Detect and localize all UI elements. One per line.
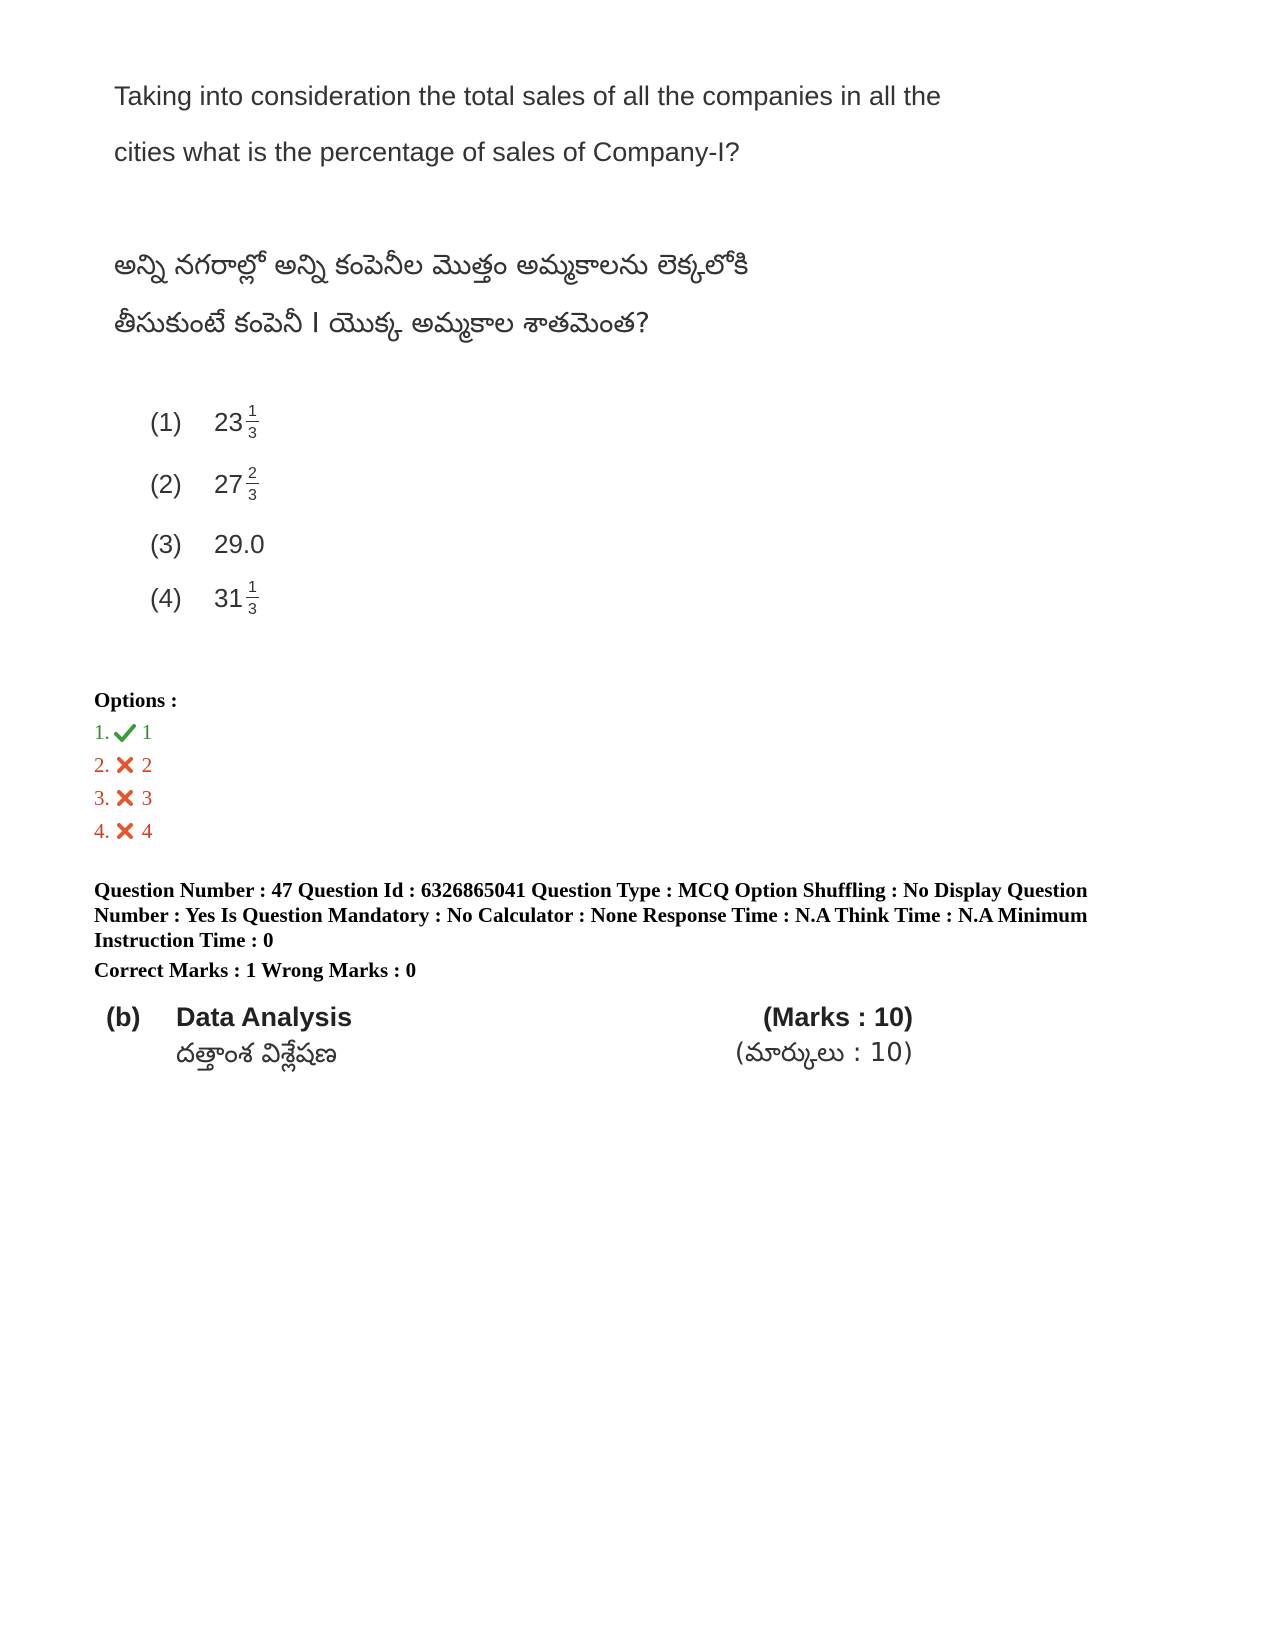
numerator: 1 xyxy=(247,578,257,596)
metadata-line: Instruction Time : 0 xyxy=(94,928,274,952)
choice-number: (1) xyxy=(150,406,182,437)
fraction-bar xyxy=(246,597,259,598)
cross-icon xyxy=(114,821,136,843)
question-text-english xyxy=(114,68,1014,180)
fraction-bar xyxy=(246,483,259,484)
choice-number: (3) xyxy=(150,528,182,559)
option-3 xyxy=(94,786,152,811)
question-line: అన్ని నగరాల్లో అన్ని కంపెనీల మొత్తం అమ్మకాలను లెక్కలోకి xyxy=(114,248,749,281)
denominator: 3 xyxy=(247,486,257,504)
option-value: 3 xyxy=(141,786,153,810)
choice-value: 27 xyxy=(214,468,243,499)
option-index: 2. xyxy=(94,753,110,777)
choice-2 xyxy=(150,458,450,510)
choice-value: 31 xyxy=(214,582,243,613)
section-marks: (Marks : 10) xyxy=(762,1002,913,1032)
cross-icon xyxy=(114,788,136,810)
option-index: 3. xyxy=(94,786,110,810)
choice-3 xyxy=(150,518,450,570)
denominator: 3 xyxy=(247,600,257,618)
section-label: (b) xyxy=(106,1002,141,1032)
denominator: 3 xyxy=(247,424,257,442)
option-index: 4. xyxy=(94,819,110,843)
section-title-telugu: దత్తాంశ విశ్లేషణ xyxy=(176,1038,337,1069)
option-value: 4 xyxy=(141,819,153,843)
check-icon xyxy=(114,722,136,744)
option-value: 2 xyxy=(141,753,153,777)
option-1 xyxy=(94,720,152,745)
metadata-line: Question Number : 47 Question Id : 6326865041 Question Type : MCQ Option Shuffling : No Display Question xyxy=(94,878,1088,902)
marks-info: Correct Marks : 1 Wrong Marks : 0 xyxy=(94,958,417,982)
fraction xyxy=(246,579,259,618)
choice-number: (2) xyxy=(150,468,182,499)
metadata-line: Number : Yes Is Question Mandatory : No Calculator : None Response Time : N.A Think Time : N.A Minimum xyxy=(94,903,1088,927)
question-line: Taking into consideration the total sales of all the companies in all the xyxy=(114,81,941,111)
choice-4 xyxy=(150,572,450,624)
choice-value: 29.0 xyxy=(214,528,265,559)
numerator: 2 xyxy=(247,464,257,482)
fraction xyxy=(246,465,259,504)
section-title: Data Analysis xyxy=(176,1002,353,1032)
cross-icon xyxy=(114,755,136,777)
question-line: తీసుకుంటే కంపెనీ I యొక్క అమ్మకాల శాతమెంత? xyxy=(114,306,651,339)
choice-value: 23 xyxy=(214,406,243,437)
option-2 xyxy=(94,753,152,778)
option-value: 1 xyxy=(141,720,153,744)
option-index: 1. xyxy=(94,720,110,744)
fraction xyxy=(246,403,259,442)
question-metadata xyxy=(94,878,1194,953)
choice-number: (4) xyxy=(150,582,182,613)
option-4 xyxy=(94,819,152,844)
choice-1 xyxy=(150,396,450,448)
section-marks-telugu: (మార్కులు : 10) xyxy=(734,1038,913,1068)
fraction-bar xyxy=(246,421,259,422)
question-text-telugu xyxy=(114,236,1014,352)
question-line: cities what is the percentage of sales of Company-I? xyxy=(114,137,740,167)
numerator: 1 xyxy=(247,402,257,420)
options-label: Options : xyxy=(94,688,178,712)
